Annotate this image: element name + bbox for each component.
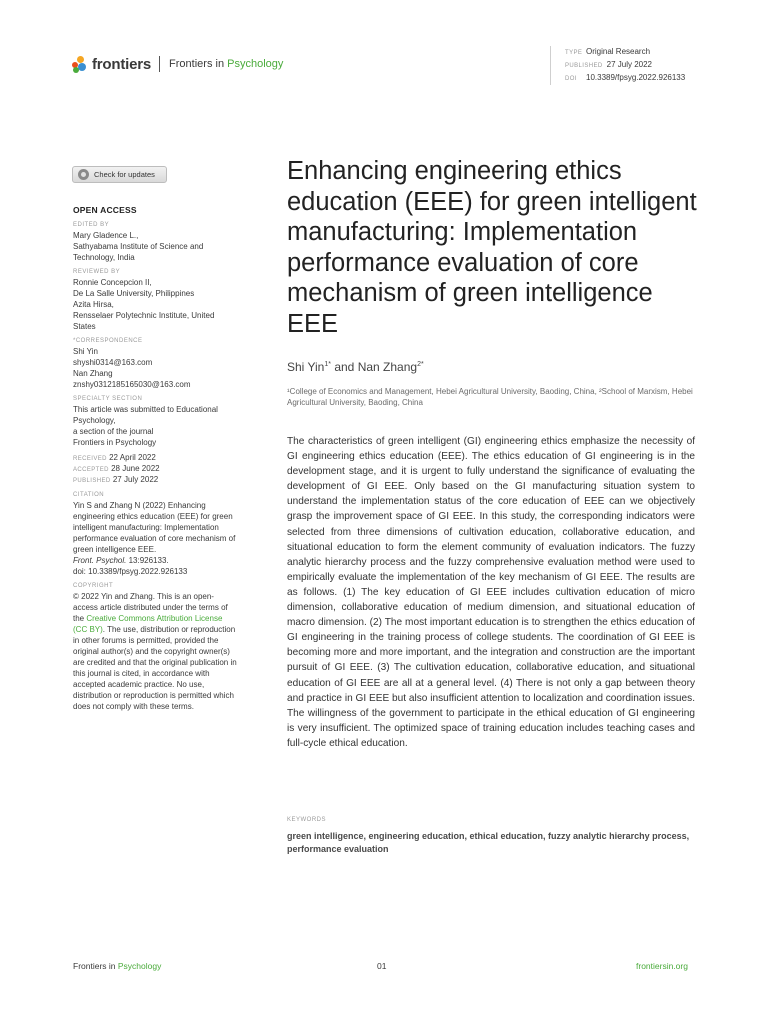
reviewed-by-label: REVIEWED BY — [73, 269, 121, 275]
affiliations: ¹College of Economics and Management, Hebei Agricultural University, Baoding, China, ²School of Marxism, Hebei Agricultural University, Baoding, China — [287, 387, 693, 407]
author-shi-yin[interactable]: Shi Yin — [287, 360, 325, 374]
citation: Yin S and Zhang N (2022) Enhancing engineering ethics education (EEE) for green intelligent manufacturing: Implementation performance evaluation of core mechanism of green intelligence EEE. Front. Psychol. 13:926133. doi: 10.3389/fpsyg.2022.926133 — [73, 501, 236, 576]
date-published: PUBLISHED 27 July 2022 — [73, 475, 159, 484]
divider — [159, 56, 160, 72]
article-title: Enhancing engineering ethics education (EEE) for green intelligent manufacturing: Implementation performance evaluation of core mechanism of green intelligence EEE — [287, 157, 697, 338]
date-received: RECEIVED 22 April 2022 — [73, 453, 156, 462]
correspondence[interactable]: Shi Yin shyshi0314@163.com Nan Zhang znshy0312185165030@163.com — [73, 347, 191, 389]
brand-name: frontiers — [92, 55, 152, 73]
authors: Shi Yin$^{1*}$ and Nan Zhang$^{2*}$ — [287, 360, 424, 374]
copyright-label: COPYRIGHT — [73, 583, 114, 589]
article-meta — [550, 46, 685, 85]
citation-doi[interactable]: doi: 10.3389/fpsyg.2022.926133 — [73, 567, 188, 576]
sidebar — [73, 205, 238, 712]
update-icon — [78, 169, 89, 180]
footer-site-link[interactable]: frontiersin.org — [636, 961, 688, 971]
abstract: The characteristics of green intelligent (GI) engineering ethics emphasize the necessity of GI engineering ethics education (EEE). The ethics education of GI engineering is in the development stage, and it is urgent to fully understand the significance of evaluating the development of GI EEE. Only based on the GI manufacturing situation system to understand the implementation status of the core education of EEE can we objectively grasp the improvement space of GI EEE. In this study, the corresponding indicators were selected from three dimensions of cultivation education, collaborative education, and situational education to form the element community of evaluation indicators. The fuzzy analytic hierarchy process and the fuzzy comprehensive evaluation method were used to empirically evaluate the implementation of the key mechanism of GI EEE. The results are as follows. (1) The key education of GI EEE includes cultivation education of micro dimension, collaborative education of medium dimension, and situational education of macro dimension. (2) The most important education is to strengthen the ethics education of GI engineering in the training process of college students. The coordination of GI EEE is becoming more and more important, and the integration and construction are the important pursuit of GI EEE. (3) The cultivation education, collaborative education, and situational education of GI EEE are all at a general level. (4) There is not only a gap between theory and practice in GI EEE but also insufficient attention to localization and coordination issues. The willingness of the government to participate in the ethical education of GI engineering is very insufficient. The optimized space of training education includes teaching cases and full-cycle ethical education. — [287, 436, 695, 749]
edited-by: Mary Gladence L., Sathyabama Institute of Science and Technology, India — [73, 231, 204, 262]
reviewed-by: Ronnie Concepcion II, De La Salle University, Philippines Azita Hirsa, Rensselaer Polytechnic Institute, United States — [73, 278, 215, 331]
citation-label: CITATION — [73, 492, 105, 498]
dates — [73, 453, 238, 486]
author-nan-zhang[interactable]: Nan Zhang — [357, 360, 418, 374]
cc-by-link[interactable]: Creative Commons Attribution License (CC BY) — [73, 614, 223, 634]
specialty-section-label: SPECIALTY SECTION — [73, 396, 143, 402]
correspondence-label: *CORRESPONDENCE — [73, 338, 143, 344]
check-for-updates-label: Check for updates — [94, 170, 155, 179]
meta-type: TYPE Original Research — [565, 47, 651, 56]
meta-published: PUBLISHED 27 July 2022 — [565, 60, 652, 69]
copyright: © 2022 Yin and Zhang. This is an open-access article distributed under the terms of the Creative Commons Attribution License (CC BY). The use, distribution or reproduction in other forums is permitted, provided the original author(s) and the copyright owner(s) are credited and that the original publication in this journal is cited, in accordance with accepted academic practice. No use, distribution or reproduction is permitted which does not comply with these terms. — [73, 592, 237, 711]
keywords: green intelligence, engineering education, ethical education, fuzzy analytic hierarchy process, performance evaluation — [287, 831, 690, 854]
frontiers-logo-icon — [72, 56, 88, 73]
meta-doi[interactable]: DOI 10.3389/fpsyg.2022.926133 — [565, 73, 686, 82]
footer-journal[interactable]: Frontiers in Psychology — [73, 961, 162, 971]
open-access-label: OPEN ACCESS — [73, 205, 137, 215]
journal-name: Frontiers in Psychology — [169, 58, 284, 70]
check-for-updates-button[interactable] — [72, 166, 167, 183]
keywords-label: KEYWORDS — [287, 817, 327, 823]
date-accepted: ACCEPTED 28 June 2022 — [73, 464, 160, 473]
page-number: 01 — [377, 961, 387, 971]
specialty-section: This article was submitted to Educational Psychology, a section of the journal Frontiers in Psychology — [73, 405, 218, 447]
edited-by-label: EDITED BY — [73, 222, 110, 228]
frontiers-logo[interactable] — [72, 54, 283, 74]
